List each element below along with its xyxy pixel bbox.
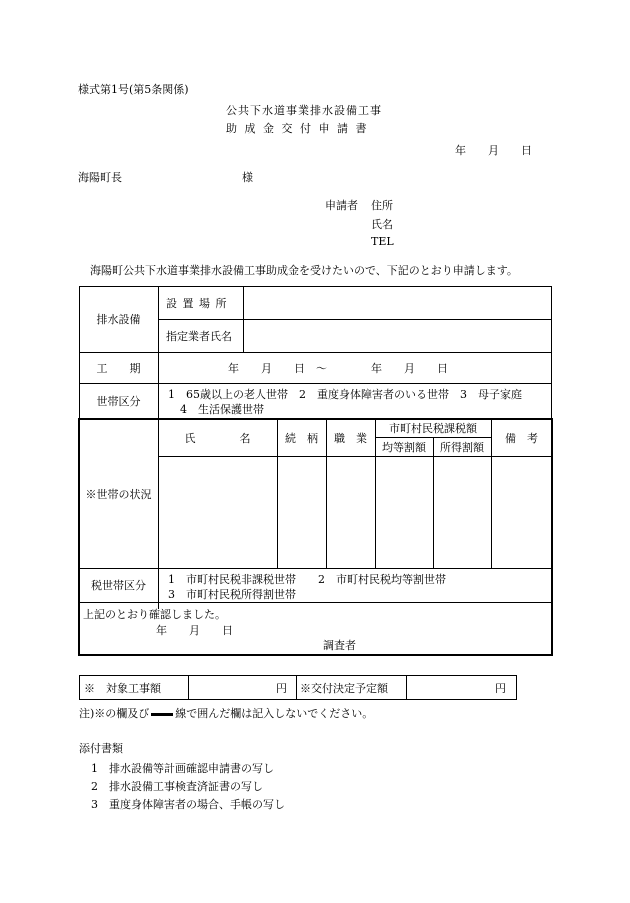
- note-prefix: 注)※の欄及び: [79, 707, 150, 720]
- status-tax-equal-field[interactable]: [376, 457, 432, 567]
- note-text: [79, 705, 373, 721]
- tax-category-options-2[interactable]: 3 市町村民税所得割世帯: [168, 588, 296, 601]
- attachment-item: 1 排水設備等計画確認申請書の写し: [91, 762, 274, 775]
- applicant-label: 申請者: [325, 199, 358, 212]
- applicant-address-label: 住所: [371, 199, 393, 212]
- target-yen-unit: 円: [276, 681, 287, 695]
- addressee-honorific: 様: [242, 171, 253, 184]
- attachment-item: 2 排水設備工事検査済証書の写し: [91, 780, 263, 793]
- period-label: 工 期: [96, 361, 141, 375]
- investigator-label: 調査者: [323, 639, 356, 652]
- confirm-text: 上記のとおり確認しました。: [83, 608, 226, 621]
- decision-amount-field[interactable]: [407, 676, 516, 699]
- attachments-heading: 添付書類: [79, 742, 123, 755]
- tax-category-options-1[interactable]: 1 市町村民税非課税世帯 2 市町村民税均等割世帯: [168, 573, 446, 586]
- household-category-label: 世帯区分: [96, 394, 141, 408]
- drainage-label: 排水設備: [96, 313, 141, 326]
- col-tax: 市町村民税課税額: [389, 422, 477, 435]
- thick-line-sample: [151, 713, 173, 716]
- col-name: 氏 名: [184, 431, 251, 445]
- col-tax-income: 所得割額: [440, 440, 484, 454]
- col-occupation: 職 業: [334, 431, 367, 445]
- status-tax-income-field[interactable]: [434, 457, 490, 567]
- decision-amount-label: ※交付決定予定額: [300, 681, 388, 695]
- title-line-2: 助 成 金 交 付 申 請 書: [226, 122, 369, 135]
- household-status-label: ※世帯の状況: [85, 487, 152, 501]
- status-remarks-field[interactable]: [492, 457, 550, 567]
- note-suffix: 線で囲んだ欄は記入しないでください。: [175, 707, 374, 720]
- attachment-item: 3 重度身体障害者の場合、手帳の写し: [91, 798, 285, 811]
- confirm-date[interactable]: 年 月 日: [156, 624, 233, 637]
- applicant-tel-label: TEL: [371, 235, 394, 248]
- household-category-options-2[interactable]: 4 生活保護世帯: [180, 403, 264, 416]
- intro-text: 海陽町公共下水道事業排水設備工事助成金を受けたいので、下記のとおり申請します。: [90, 264, 518, 277]
- status-name-field[interactable]: [159, 457, 276, 567]
- application-date: 年 月 日: [455, 144, 532, 157]
- location-field[interactable]: [244, 287, 551, 318]
- contractor-field[interactable]: [244, 320, 551, 351]
- target-amount-field[interactable]: [189, 676, 295, 699]
- household-category-options-1[interactable]: 1 65歳以上の老人世帯 2 重度身体障害者のいる世帯 3 母子家庭: [168, 388, 522, 401]
- period-value[interactable]: 年 月 日 〜 年 月 日: [228, 361, 448, 375]
- location-label: 設 置 場 所: [166, 296, 228, 310]
- col-remarks: 備 考: [505, 431, 538, 445]
- status-relation-field[interactable]: [278, 457, 325, 567]
- contractor-label: 指定業者氏名: [166, 329, 232, 343]
- col-tax-equal: 均等割額: [382, 440, 426, 454]
- form-number: 様式第1号(第5条関係): [78, 83, 189, 96]
- status-occupation-field[interactable]: [327, 457, 374, 567]
- tax-category-label: 税世帯区分: [91, 579, 146, 592]
- title-line-1: 公共下水道事業排水設備工事: [226, 104, 382, 117]
- applicant-name-label: 氏名: [371, 218, 393, 231]
- col-relation: 続 柄: [285, 431, 318, 445]
- decision-yen-unit: 円: [495, 681, 506, 695]
- target-amount-label: ※ 対象工事額: [84, 681, 161, 695]
- addressee-name: 海陽町長: [78, 171, 122, 184]
